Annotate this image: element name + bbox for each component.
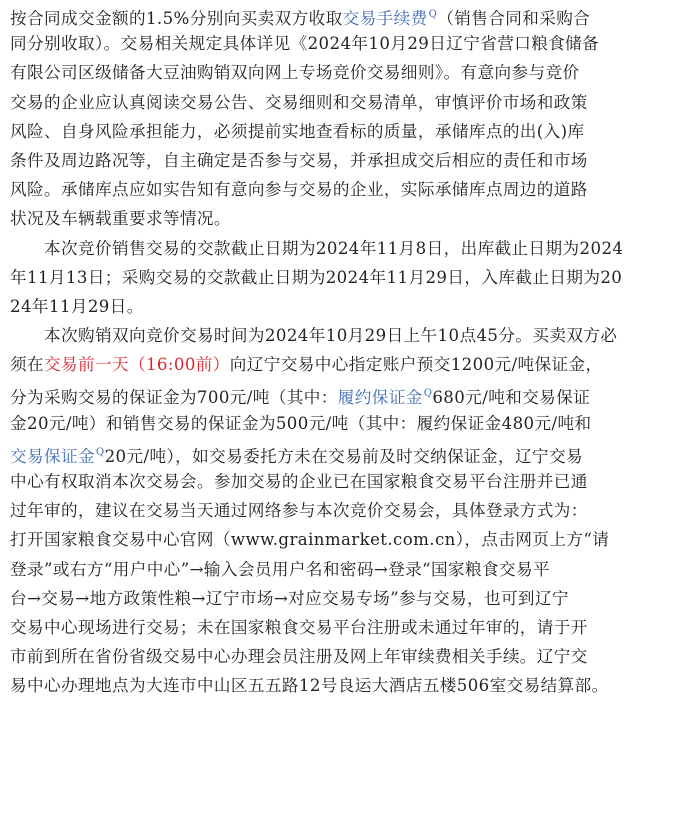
line-text: 风险。承储库点应如实告知有意向参与交易的企业，实际承储库点周边的道路: [10, 180, 588, 200]
line-text: 本次购销双向竞价交易时间为2024年10月29日上午10点45分。买卖双方必: [44, 326, 618, 346]
text-line: [10, 584, 684, 613]
text-line: [10, 29, 684, 58]
text-line: [10, 496, 684, 525]
text-line: [10, 204, 684, 233]
line-text: 向辽宁交易中心指定账户预交1200元/吨保证金，: [229, 355, 603, 375]
line-text: 中心有权取消本次交易会。参加交易的企业已在国家粮食交易平台注册并已通: [10, 472, 588, 491]
line-text: 24年11月29日。: [10, 296, 144, 316]
line-text: 年11月13日；采购交易的交款截止日期为2024年11月29日，入库截止日期为20: [10, 267, 623, 287]
search-hint-icon[interactable]: Q: [95, 446, 105, 458]
line-text: 打开国家粮食交易中心官网（www.grainmarket.com.cn），点击网页上方“请: [10, 530, 610, 550]
line-text: 同分别收取）。交易相关规定具体详见《2024年10月29日辽宁省营口粮食储备: [10, 34, 600, 54]
text-line: [10, 117, 684, 146]
line-text: 20元/吨），如交易委托方未在交易前及时交纳保证金，辽宁交易: [104, 446, 584, 466]
text-line: [10, 467, 684, 496]
line-text: 台→交易→地方政策性粮→辽宁市场→对应交易专场”参与交易，也可到辽宁: [10, 588, 569, 608]
text-line: [10, 555, 684, 584]
document-body: [10, 0, 684, 701]
text-line: [10, 438, 684, 467]
line-text: 按合同成交金额的1.5%分别向买卖双方收取: [10, 9, 343, 28]
search-hint-icon[interactable]: Q: [423, 388, 433, 400]
highlight-text: 交易前一天（16:00前）: [44, 355, 230, 375]
text-line: [10, 321, 684, 350]
line-text: 风险、自身风险承担能力，必须提前实地查看标的质量，承储库点的出(入)库: [10, 121, 585, 141]
line-text: 条件及周边路况等，自主确定是否参与交易，并承担成交后相应的责任和市场: [10, 150, 588, 170]
text-line: [10, 409, 684, 438]
line-text: （销售合同和采购合: [437, 9, 591, 28]
term-link[interactable]: 履约保证金: [337, 388, 423, 408]
text-line: [10, 379, 684, 408]
term-link[interactable]: 交易保证金: [10, 446, 95, 466]
search-hint-icon[interactable]: Q: [428, 9, 438, 20]
line-text: 登录”或右方“用户中心”→输入会员用户名和密码→登录“国家粮食交易平: [10, 559, 550, 579]
line-text: 须在: [10, 355, 44, 375]
line-text: 有限公司区级储备大豆油购销双向网上专场竞价交易细则》。有意向参与竞价: [10, 63, 580, 83]
text-line: [10, 88, 684, 117]
text-line: [10, 671, 684, 700]
term-link[interactable]: 交易手续费: [342, 9, 428, 28]
text-line: [10, 642, 684, 671]
text-line: [10, 613, 684, 642]
text-line: [10, 0, 684, 29]
line-text: 本次竞价销售交易的交款截止日期为2024年11月8日，出库截止日期为2024: [44, 238, 624, 258]
text-line: [10, 58, 684, 87]
text-line: [10, 350, 684, 379]
line-text: 交易的企业应认真阅读交易公告、交易细则和交易清单，审慎评价市场和政策: [10, 92, 588, 112]
text-line: [10, 175, 684, 204]
line-text: 市前到所在省份省级交易中心办理会员注册及网上年审续费相关手续。辽宁交: [10, 647, 588, 667]
text-line: [10, 292, 684, 321]
line-text: 交易中心现场进行交易；未在国家粮食交易平台注册或未通过年审的，请于开: [10, 617, 588, 637]
line-text: 状况及车辆载重要求等情况。: [10, 209, 231, 229]
text-line: [10, 525, 684, 554]
text-line: [10, 234, 684, 263]
text-line: [10, 263, 684, 292]
line-text: 过年审的，建议在交易当天通过网络参与本次竞价交易会，具体登录方式为：: [10, 501, 588, 521]
line-text: 680元/吨和交易保证: [432, 388, 591, 408]
text-line: [10, 146, 684, 175]
line-text: 分为采购交易的保证金为700元/吨（其中：: [10, 388, 338, 408]
line-text: 易中心办理地点为大连市中山区五五路12号良运大酒店五楼506室交易结算部。: [10, 676, 609, 696]
line-text: 金20元/吨）和销售交易的保证金为500元/吨（其中：履约保证金480元/吨和: [10, 413, 592, 433]
